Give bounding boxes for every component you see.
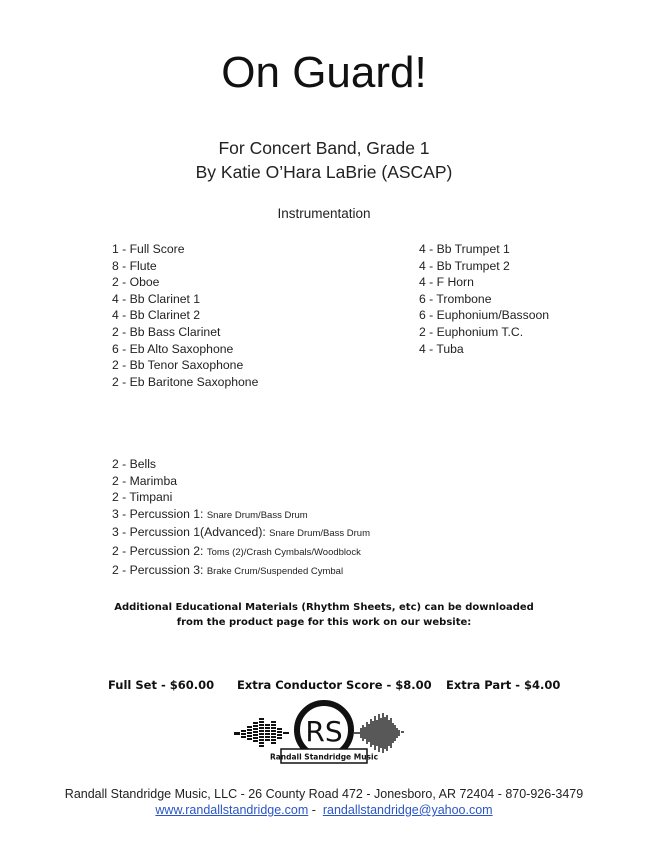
list-item: 2 - Marimba [112, 473, 178, 488]
list-item: 4 - Bb Trumpet 1 [419, 242, 510, 256]
part-detail: Brake Crum/Suspended Cymbal [206, 565, 344, 577]
list-item: 2 - Bells [112, 457, 157, 471]
svg-text:RS: RS [305, 715, 343, 748]
list-item: 4 - Bb Trumpet 2 [419, 258, 510, 273]
list-item: 2 - Euphonium T.C. [419, 324, 524, 339]
instrumentation-right-column [419, 241, 549, 357]
instrumentation-heading: Instrumentation [277, 206, 371, 221]
price-full-set: Full Set - $60.00 [108, 678, 215, 692]
price-conductor-score: Extra Conductor Score - $8.00 [237, 678, 432, 692]
list-item: 4 - Bb Clarinet 1 [112, 291, 201, 306]
list-item: 3 - Percussion 1(Advanced): Snare Drum/Bass Drum [112, 525, 371, 540]
part-detail: Toms (2)/Crash Cymbals/Woodblock [206, 546, 361, 558]
list-item: 2 - Eb Baritone Saxophone [112, 374, 259, 389]
list-item: 1 - Full Score [112, 242, 185, 256]
website-link[interactable]: www.randallstandridge.com [155, 803, 309, 817]
logo-graphic-icon [232, 700, 417, 768]
part-detail: Snare Drum/Bass Drum [269, 528, 371, 540]
list-item: 2 - Bb Bass Clarinet [112, 324, 221, 339]
list-item: 6 - Euphonium/Bassoon [419, 308, 550, 323]
subtitle-composer: By Katie O’Hara LaBrie (ASCAP) [195, 162, 453, 182]
list-item: 6 - Eb Alto Saxophone [112, 341, 234, 356]
separator: - [308, 803, 323, 817]
footer-contact [0, 803, 648, 817]
price-extra-part: Extra Part - $4.00 [446, 678, 561, 692]
list-item: 2 - Timpani [112, 490, 173, 505]
email-link[interactable]: randallstandridge@yahoo.com [322, 803, 493, 817]
page-title: On Guard! [221, 48, 427, 97]
svg-text:Randall Standridge Music: Randall Standridge Music [269, 752, 379, 762]
list-item: 8 - Flute [112, 258, 157, 273]
list-item: 4 - Tuba [419, 341, 464, 356]
list-item: 6 - Trombone [419, 291, 492, 306]
instrumentation-left-column [112, 241, 258, 390]
rs-music-logo [232, 700, 417, 768]
subtitle-ensemble: For Concert Band, Grade 1 [218, 138, 430, 158]
educational-materials-notice: Additional Educational Materials (Rhythm Sheets, etc) can be downloaded from the product page for this work on our website: [114, 602, 534, 628]
part-detail: Snare Drum/Bass Drum [206, 509, 308, 521]
list-item: 2 - Percussion 3: Brake Crum/Suspended Cymbal [112, 562, 344, 577]
list-item: 3 - Percussion 1: Snare Drum/Bass Drum [112, 506, 308, 521]
footer-address: Randall Standridge Music, LLC - 26 County Road 472 - Jonesboro, AR 72404 - 870-926-3479 [64, 787, 584, 801]
list-item: 4 - Bb Clarinet 2 [112, 308, 201, 323]
list-item: 2 - Oboe [112, 275, 160, 290]
percussion-list [112, 456, 370, 580]
list-item: 2 - Bb Tenor Saxophone [112, 358, 244, 373]
list-item: 4 - F Horn [419, 275, 474, 290]
list-item: 2 - Percussion 2: Toms (2)/Crash Cymbals/Woodblock [112, 543, 361, 558]
